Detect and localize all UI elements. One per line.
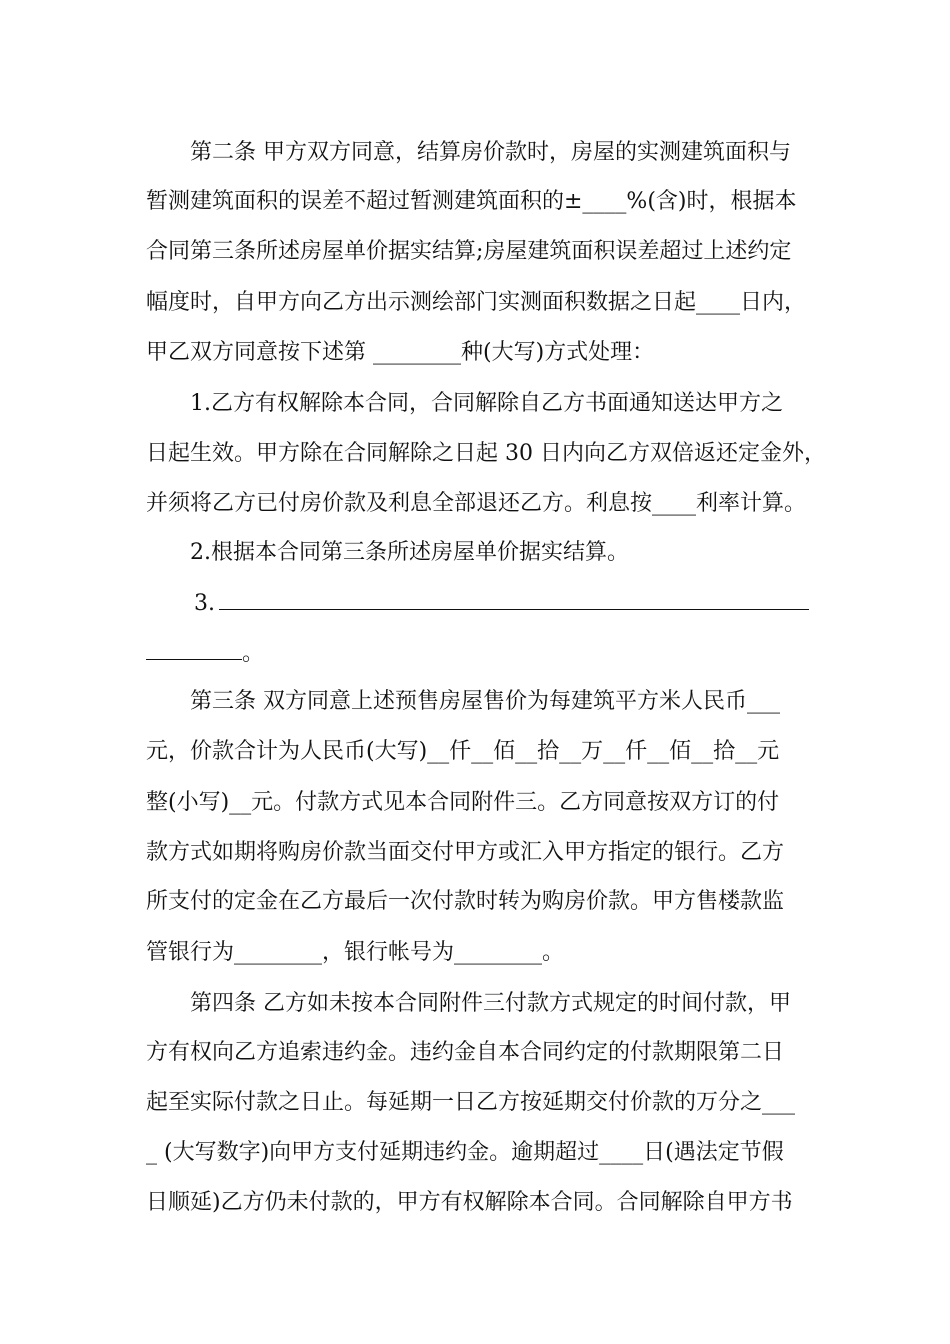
article-4-line-3: 起至实际付款之日止。每延期一日乙方按延期交付价款的万分之___ — [146, 1090, 796, 1115]
article-2-line-4: 幅度时，自甲方向乙方出示测绘部门实测面积数据之日起____日内， — [146, 290, 807, 315]
article-2-line-1: 第二条 甲方双方同意，结算房价款时，房屋的实测建筑面积与 — [190, 140, 791, 165]
article-2-line-2: 暂测建筑面积的误差不超过暂测建筑面积的±____%(含)时，根据本 — [146, 189, 797, 214]
article-2-line-3: 合同第三条所述房屋单价据实结算;房屋建筑面积误差超过上述约定 — [146, 239, 792, 264]
item-3-blank-line-end — [146, 639, 242, 660]
item-3-period: 。 — [242, 641, 265, 666]
article-3-line-2: 元，价款合计为人民币(大写)__仟__佰__拾__万__仟__佰__拾__元 — [146, 739, 780, 764]
article-4-line-5: 日顺延)乙方仍未付款的，甲方有权解除本合同。合同解除自甲方书 — [146, 1190, 793, 1215]
item-1-line-2: 日起生效。甲方除在合同解除之日起 30 日内向乙方双倍返还定金外， — [146, 441, 826, 466]
item-1-line-3: 并须将乙方已付房价款及利息全部退还乙方。利息按____利率计算。 — [146, 491, 807, 516]
item-1-line-1: 1.乙方有权解除本合同，合同解除自乙方书面通知送达甲方之 — [190, 391, 783, 416]
item-3-line-2 — [146, 637, 264, 671]
item-3-blank-line — [219, 589, 809, 610]
article-3-line-5: 所支付的定金在乙方最后一次付款时转为购房价款。甲方售楼款监 — [146, 889, 785, 914]
item-3-line-1 — [194, 587, 809, 621]
article-3-line-6: 管银行为________，银行帐号为________。 — [146, 940, 565, 965]
article-4-line-4: _ (大写数字)向甲方支付延期违约金。逾期超过____日(遇法定节假 — [146, 1140, 784, 1165]
article-4-line-1: 第四条 乙方如未按本合同附件三付款方式规定的时间付款，甲 — [190, 991, 791, 1016]
article-3-line-4: 款方式如期将购房价款当面交付甲方或汇入甲方指定的银行。乙方 — [146, 840, 785, 865]
item-3-number: 3. — [194, 591, 215, 616]
article-3-line-1: 第三条 双方同意上述预售房屋售价为每建筑平方米人民币___ — [190, 689, 780, 714]
item-2-line-1: 2.根据本合同第三条所述房屋单价据实结算。 — [190, 540, 629, 565]
article-2-line-5: 甲乙双方同意按下述第 ________种(大写)方式处理： — [146, 340, 655, 365]
article-4-line-2: 方有权向乙方追索违约金。违约金自本合同约定的付款期限第二日 — [146, 1040, 785, 1065]
article-3-line-3: 整(小写)__元。付款方式见本合同附件三。乙方同意按双方订的付 — [146, 790, 780, 815]
